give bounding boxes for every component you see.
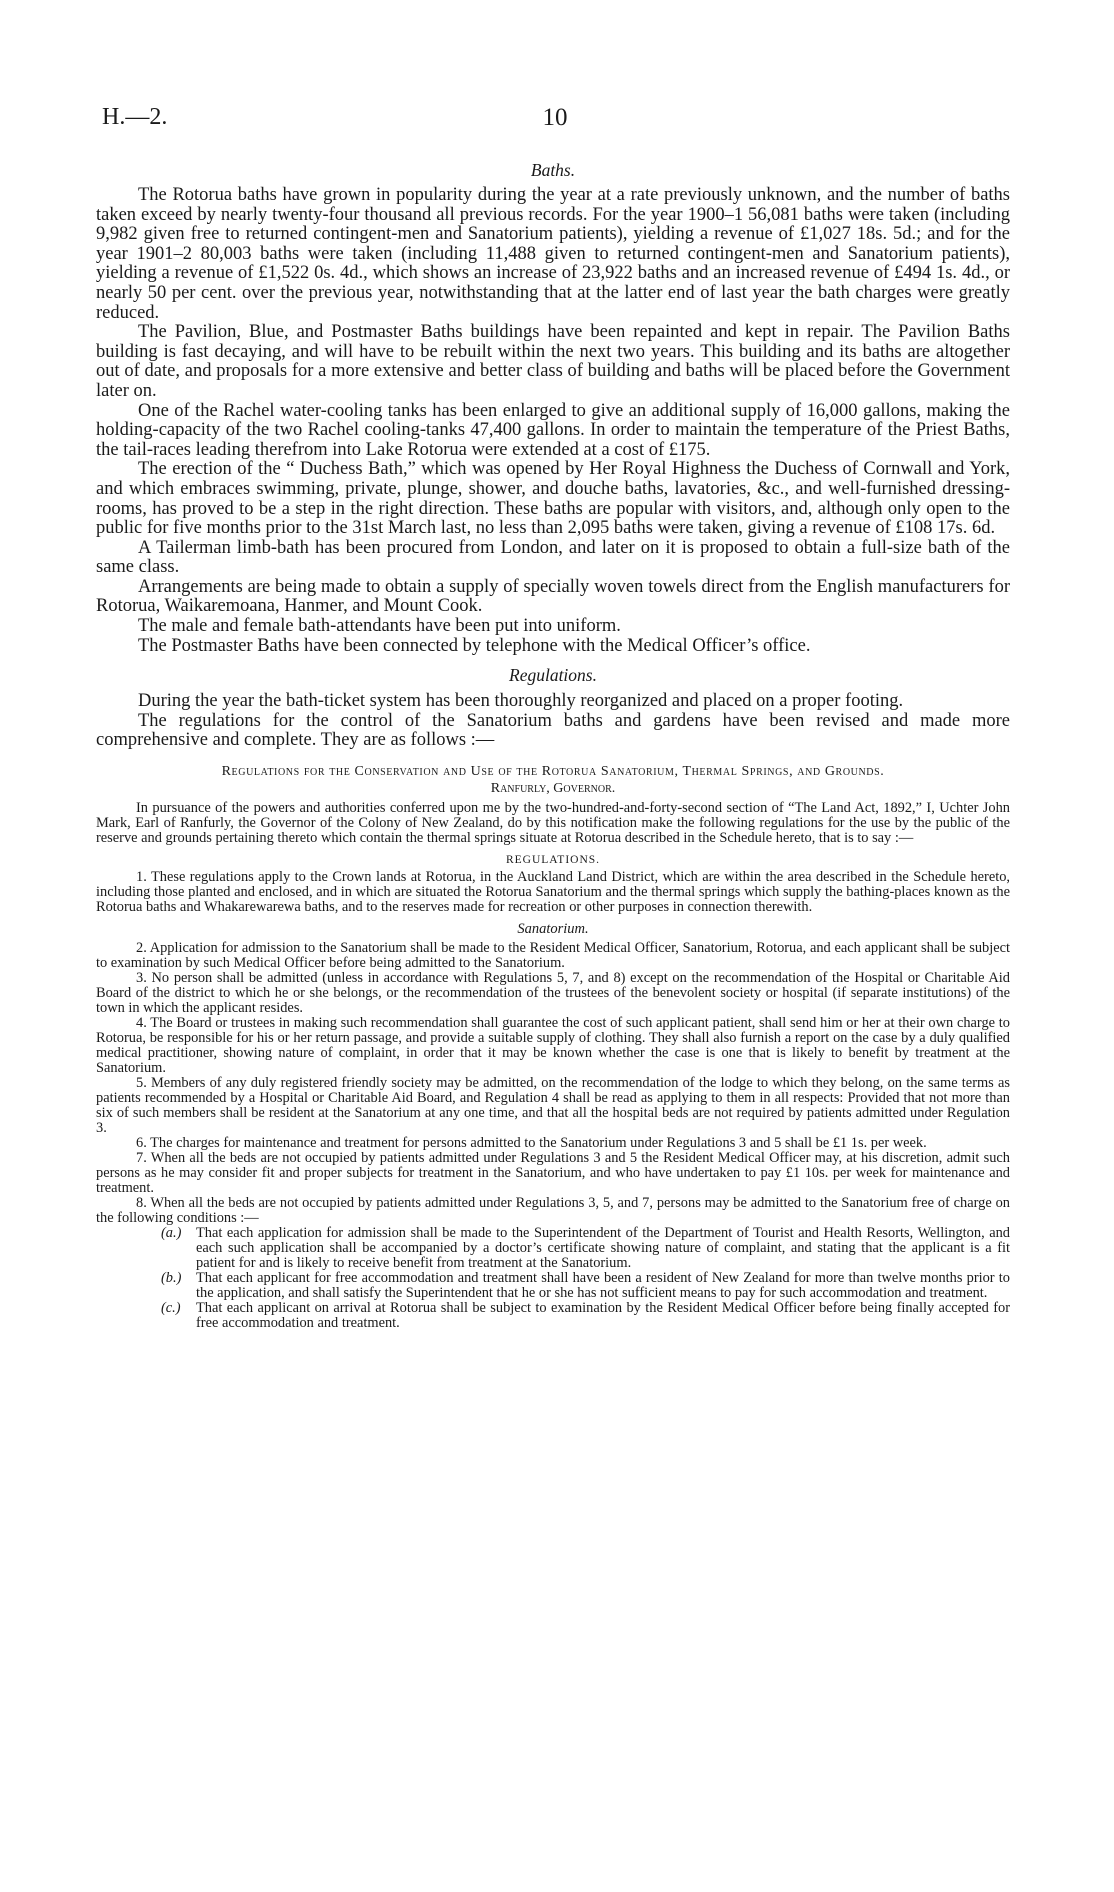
document-code: H.—2. (102, 104, 168, 130)
baths-paragraph: The male and female bath-attendants have been put into uniform. (138, 616, 621, 637)
condition-item (96, 1301, 1010, 1331)
baths-paragraph: The Postmaster Baths have been connected by telephone with the Medical Officer’s office. (138, 635, 811, 656)
regulation-item: 2. Application for admission to the Sanatorium shall be made to the Resident Medical Officer, Sanatorium, Rotorua, and each applicant shall be subject to examination by such Medical Officer before being admitted to the Sanatorium. (96, 940, 1010, 972)
section-heading-baths: Baths. (530, 160, 576, 180)
document-body (96, 160, 1010, 1331)
regulation-item: 4. The Board or trustees in making such recommendation shall guarantee the cost of such applicant patient, shall send him or her at their own charge to Rotorua, be responsible for his or her return passage, and provide a suitable supply of clothing. They shall also furnish a report on the case by a duly qualified medical practitioner, showing nature of complaint, in order that it may be known whether the case is one that is likely to benefit by treatment at the Sanatorium. (96, 1015, 1010, 1077)
baths-paragraph: The erection of the “ Duchess Bath,” which was opened by Her Royal Highness the Duchess of Cornwall and York, and which embraces swimming, private, plunge, shower, and douche baths, lavatories, &c., and well-furnished dressing-rooms, has proved to be a step in the right direction. These baths are popular with visitors, and, although only open to the public for five months prior to the 31st March last, no less than 2,095 baths were taken, giving a revenue of £108 17s. 6d. (96, 459, 1010, 539)
regulation-item: 3. No person shall be admitted (unless in accordance with Regulations 5, 7, and 8) except on the recommendation of the Hospital or Charitable Aid Board of the district to which he or she belongs, or the recommendation of the trustees of the benevolent society or hospital (if separate institutions) of the town in which the applicant resides. (96, 970, 1010, 1017)
regulation-item: 7. When all the beds are not occupied by patients admitted under Regulations 3 and 5 the Resident Medical Officer may, at his discretion, admit such persons as he may consider fit and proper subjects for treatment in the Sanatorium, and who have undertaken to pay £1 10s. per week for maintenance and treatment. (96, 1150, 1010, 1197)
regulations-paragraph: The regulations for the control of the Sanatorium baths and gardens have been revised and made more comprehensive and complete. They are as follows :— (96, 710, 1010, 751)
condition-label: (a.) (161, 1225, 182, 1242)
page-number: 10 (542, 104, 568, 131)
baths-paragraph: One of the Rachel water-cooling tanks has been enlarged to give an additional supply of 16,000 gallons, making the holding-capacity of the two Rachel cooling-tanks 47,400 gallons. In order to maintain the temperature of the Priest Baths, the tail-races leading therefrom into Lake Rotorua were extended at a cost of £175. (96, 400, 1010, 460)
condition-text: That each applicant on arrival at Rotorua shall be subject to examination by the Resident Medical Officer before being finally accepted for free accommodation and treatment. (196, 1300, 1010, 1332)
governor-signature: Ranfurly, Governor. (490, 781, 616, 797)
regulations-preamble: In pursuance of the powers and authorities conferred upon me by the two-hundred-and-forty-second section of “The Land Act, 1892,” I, Uchter John Mark, Earl of Ranfurly, the Governor of the Colony of New Zealand, do by this notification make the following regulations for the use by the public of the reserve and grounds pertaining thereto which contain the thermal springs situate at Rotorua described in the Schedule hereto, that is to say :— (96, 800, 1010, 847)
regulation-item: 8. When all the beds are not occupied by patients admitted under Regulations 3, 5, and 7, persons may be admitted to the Sanatorium free of charge on the following conditions :— (96, 1195, 1010, 1227)
baths-paragraph: Arrangements are being made to obtain a supply of specially woven towels direct from the English manufacturers for Rotorua, Waikaremoana, Hanmer, and Mount Cook. (96, 576, 1010, 617)
regulation-item: 6. The charges for maintenance and treatment for persons admitted to the Sanatorium under Regulations 3 and 5 shall be £1 1s. per week. (136, 1135, 927, 1152)
condition-item (96, 1271, 1010, 1301)
regulation-item: 1. These regulations apply to the Crown lands at Rotorua, in the Auckland Land District, which are within the area described in the Schedule hereto, including those planted and enclosed, and in which are situated the Rotorua Sanatorium and the thermal springs which supply the bathing-places known as the Rotorua baths and Whakarewarewa baths, and to the reserves made for recreation or other purposes in connection therewith. (96, 869, 1010, 916)
condition-item (96, 1226, 1010, 1271)
condition-label: (b.) (161, 1270, 182, 1287)
baths-paragraph: A Tailerman limb-bath has been procured from London, and later on it is proposed to obtain a full-size bath of the same class. (96, 537, 1010, 578)
regulations-title: Regulations for the Conservation and Use of the Rotorua Sanatorium, Thermal Springs, and Grounds. (221, 764, 885, 780)
baths-paragraph: The Pavilion, Blue, and Postmaster Baths buildings have been repainted and kept in repair. The Pavilion Baths building is fast decaying, and will have to be rebuilt within the next two years. This building and its baths are altogether out of date, and proposals for a more extensive and better class of building and baths will be placed before the Government later on. (96, 322, 1010, 401)
regulations-paragraph: During the year the bath-ticket system has been thoroughly reorganized and placed on a proper footing. (138, 691, 904, 712)
regulations-subheading: REGULATIONS. (505, 854, 601, 867)
condition-text: That each applicant for free accommodation and treatment shall have been a resident of New Zealand for more than twelve months prior to the application, and shall satisfy the Superintendent that he or she has not sufficient means to pay for such accommodation and treatment. (196, 1270, 1010, 1302)
condition-label: (c.) (161, 1300, 181, 1317)
baths-paragraph: The Rotorua baths have grown in popularity during the year at a rate previously unknown, and the number of baths taken exceed by nearly twenty-four thousand all previous records. For the year 1900–1 56,081 baths were taken (including 9,982 given free to returned contingent-men and Sanatorium patients), yielding a revenue of £1,027 18s. 5d.; and for the year 1901–2 80,003 baths were taken (including 11,488 given to returned contingent-men and Sanatorium patients), yielding a revenue of £1,522 0s. 4d., which shows an increase of 23,922 baths and an increased revenue of £494 1s. 4d., or nearly 50 per cent. over the previous year, notwithstanding that at the latter end of last year the bath charges were greatly reduced. (96, 185, 1010, 323)
section-heading-regulations: Regulations. (509, 665, 597, 686)
sanatorium-heading: Sanatorium. (517, 921, 589, 938)
page-header (100, 104, 1010, 144)
regulation-item: 5. Members of any duly registered friendly society may be admitted, on the recommendation of the lodge to which they belong, on the same terms as patients recommended by a Hospital or Charitable Aid Board, and Regulation 4 shall be read as applying to them in all respects: Provided that not more than six of such members shall be resident at the Sanatorium at any one time, and that all the hospital beds are not required by patients admitted under Regulation 3. (96, 1075, 1010, 1137)
condition-text: That each application for admission shall be made to the Superintendent of the Department of Tourist and Health Resorts, Wellington, and each such application shall be accompanied by a doctor’s certificate showing nature of complaint, and stating that the applicant is a fit patient for and is likely to receive benefit from treatment at the Sanatorium. (196, 1225, 1010, 1272)
